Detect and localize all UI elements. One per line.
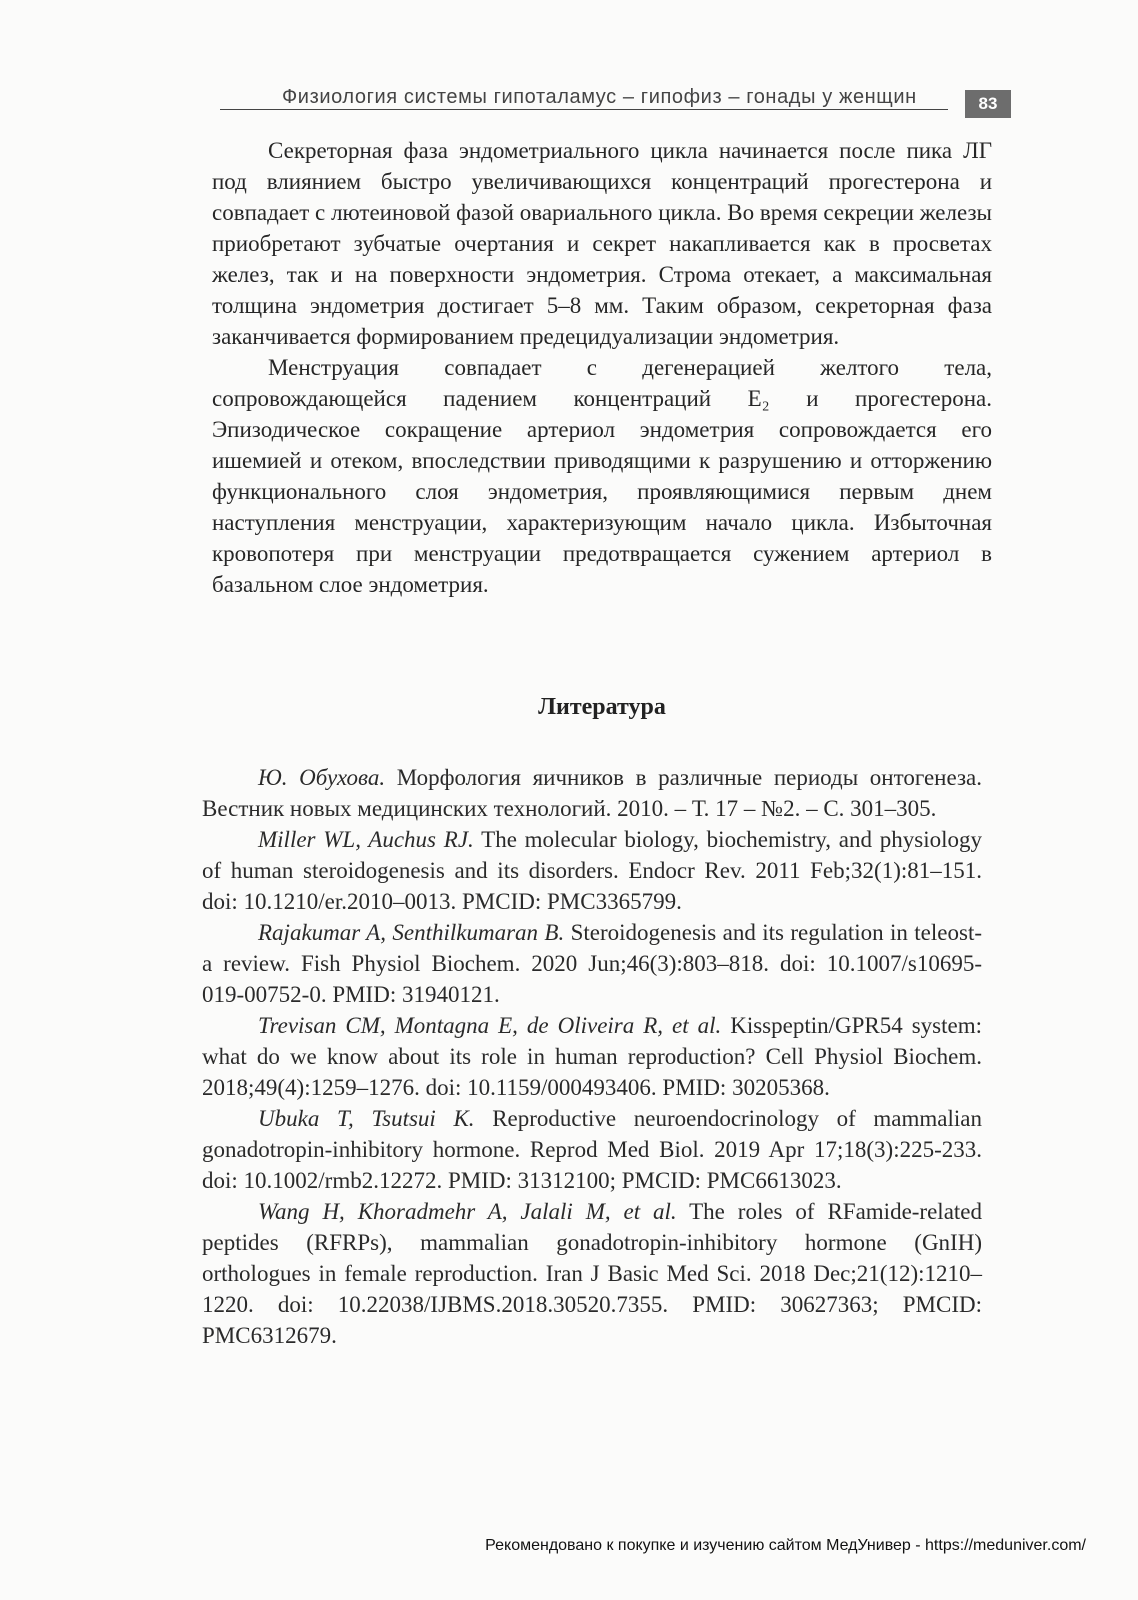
paragraph-menstruation: Менструация совпадает с дегенерацией желтого тела, сопровождающейся падением концентраций E₂ и прогестерона. Эпизодическое сокращение артериол эндометрия сопровождается его ишемией и отеком, впоследствии приводящими к разрушению и отторжению функционального слоя эндометрия, проявляющимися первым днем наступления менструации, характеризующим начало цикла. Избыточная кровопотеря при менструации предотвращается сужением артериол в базальном слое эндометрия.: [212, 355, 992, 597]
reference-text: The molecular biology, biochemistry, and physiology of human steroidogenesis and its disorders. Endocr Rev. 2011 Feb;32(1):81–151. doi: 10.1210/er.2010–0013. PMCID: PMC3365799.: [202, 827, 982, 914]
reference-authors: Rajakumar A, Senthilkumaran B.: [258, 920, 565, 945]
reference-text: Reproductive neuroendocrinology of mammalian gonadotropin-inhibitory hormone. Reprod Med Biol. 2019 Apr 17;18(3):225-233. doi: 10.1002/rmb2.12272. PMID: 31312100; PMCID: PMC6613023.: [202, 1106, 982, 1193]
reference-item: [202, 917, 982, 1010]
reference-authors: Ubuka T, Tsutsui K.: [258, 1106, 475, 1131]
running-header: [220, 82, 1010, 118]
reference-authors: Miller WL, Auchus RJ.: [258, 827, 474, 852]
reference-text: Steroidogenesis and its regulation in teleost-a review. Fish Physiol Biochem. 2020 Jun;46(3):803–818. doi: 10.1007/s10695-019-00752-0. PMID: 31940121.: [202, 920, 982, 1007]
reference-item: [202, 1010, 982, 1103]
reference-item: [202, 1196, 982, 1351]
reference-authors: Wang H, Khoradmehr A, Jalali M, et al.: [258, 1199, 677, 1224]
reference-list: [202, 762, 982, 1351]
reference-authors: Ю. Обухова.: [258, 765, 386, 790]
header-rule: [220, 109, 948, 110]
reference-item: [202, 1103, 982, 1196]
reference-authors: Trevisan CM, Montagna E, de Oliveira R, et al.: [258, 1013, 722, 1038]
paragraph-secretory-phase: Секреторная фаза эндометриального цикла начинается после пика ЛГ под влиянием быстро увеличивающихся концентраций прогестерона и совпадает с лютеиновой фазой овариального цикла. Во время секреции железы приобретают зубчатые очертания и секрет накапливается как в просветах желез, так и на поверхности эндометрия. Строма отекает, а максимальная толщина эндометрия достигает 5–8 мм. Таким образом, секреторная фаза заканчивается формированием предецидуализации эндометрия.: [212, 138, 992, 349]
reference-text: Kisspeptin/GPR54 system: what do we know about its role in human reproduction? Cell Physiol Biochem. 2018;49(4):1259–1276. doi: 10.1159/000493406. PMID: 30205368.: [202, 1013, 982, 1100]
reference-text: The roles of RFamide-related peptides (RFRPs), mammalian gonadotropin-inhibitory hormone (GnIH) orthologues in female reproduction. Iran J Basic Med Sci. 2018 Dec;21(12):1210–1220. doi: 10.22038/IJBMS.2018.30520.7355. PMID: 30627363; PMCID: PMC6312679.: [202, 1199, 982, 1348]
page-number-badge: 83: [965, 90, 1011, 118]
reference-item: [202, 762, 982, 824]
literature-heading: Литература: [538, 694, 666, 720]
running-header-title: Физиология системы гипоталамус – гипофиз – гонады у женщин: [282, 86, 917, 108]
body-text: [212, 135, 992, 600]
reference-item: [202, 824, 982, 917]
reference-text: Морфология яичников в различные периоды онтогенеза. Вестник новых медицинских технологий. 2010. – Т. 17 – №2. – С. 301–305.: [202, 765, 982, 821]
footer-recommendation: Рекомендовано к покупке и изучению сайтом МедУнивер - https://meduniver.com/: [485, 1537, 1086, 1554]
